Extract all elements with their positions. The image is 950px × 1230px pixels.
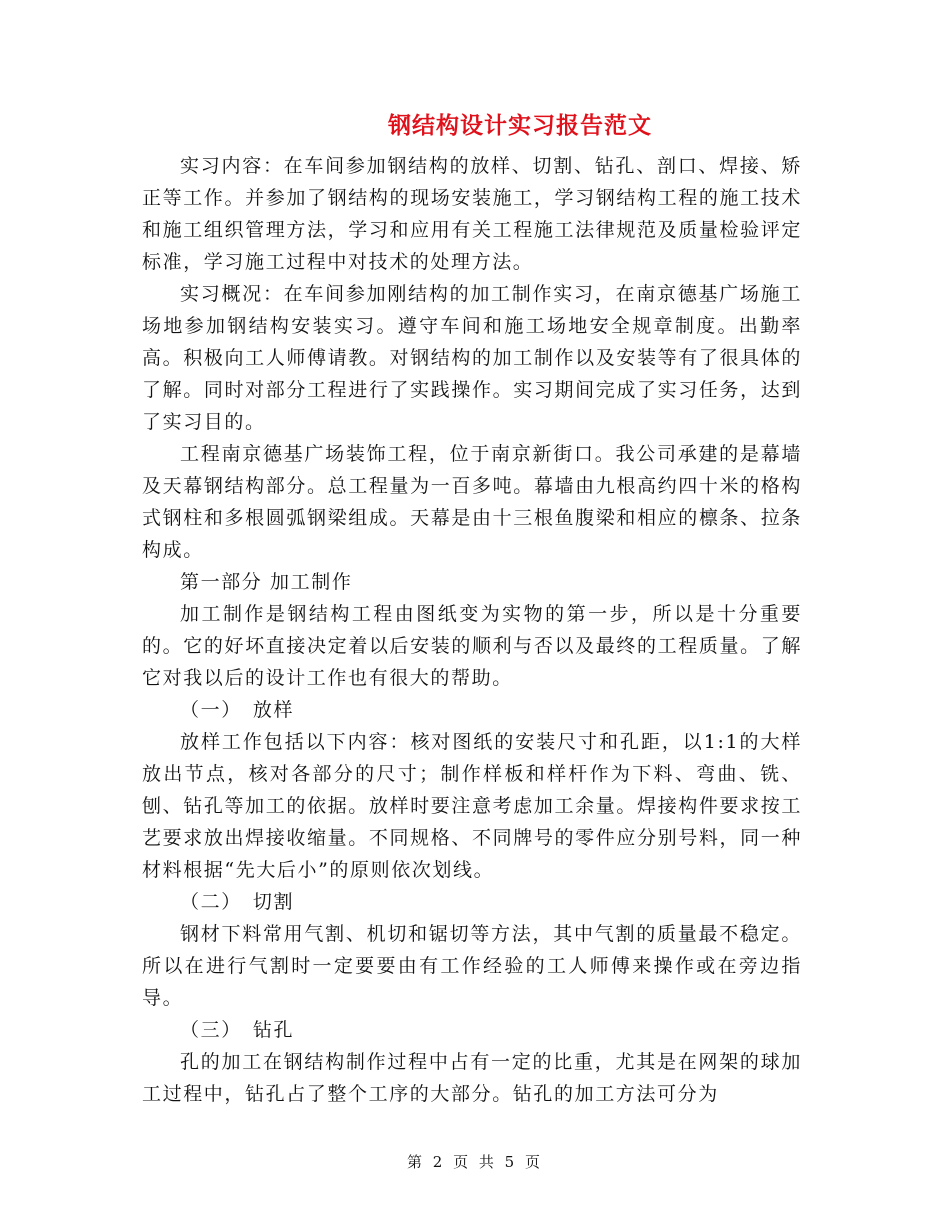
paragraph-project-description: 工程南京德基广场装饰工程，位于南京新街口。我公司承建的是幕墙及天幕钢结构部分。总工程量为一百多吨。幕墙由九根高约四十米的格构式钢柱和多根圆弧钢梁组成。天幕是由十三根鱼腹梁和相应的檩条、拉条构成。: [142, 443, 802, 561]
paragraph-lofting: 放样工作包括以下内容：核对图纸的安装尺寸和孔距，以1:1的大样放出节点，核对各部分的尺寸；制作样板和样杆作为下料、弯曲、铣、刨、钻孔等加工的依据。放样时要注意考虑加工余量。焊接构件要求按工艺要求放出焊接收缩量。不同规格、不同牌号的零件应分别号料，同一种材料根据“先大后小”的原则依次划线。: [142, 731, 802, 881]
section-heading-cutting: （二） 切割: [180, 891, 295, 913]
paragraph-internship-content: 实习内容：在车间参加钢结构的放样、切割、钻孔、剖口、焊接、矫正等工作。并参加了钢结构的现场安装施工，学习钢结构工程的施工技术和施工组织管理方法，学习和应用有关工程施工法律规范及质量检验评定标准，学习施工过程中对技术的处理方法。: [142, 155, 802, 273]
paragraph-internship-overview: 实习概况：在车间参加刚结构的加工制作实习，在南京德基广场施工场地参加钢结构安装实习。遵守车间和施工场地安全规章制度。出勤率高。积极向工人师傅请教。对钢结构的加工制作以及安装等有了很具体的了解。同时对部分工程进行了实践操作。实习期间完成了实习任务，达到了实习目的。: [142, 283, 802, 433]
paragraph-cutting: 钢材下料常用气割、机切和锯切等方法，其中气割的质量最不稳定。所以在进行气割时一定要要由有工作经验的工人师傅来操作或在旁边指导。: [142, 923, 802, 1009]
part-heading-fabrication: 第一部分 加工制作: [180, 571, 353, 593]
section-heading-drilling: （三） 钻孔: [180, 1019, 295, 1041]
document-body: [142, 104, 802, 1110]
document-title: 钢结构设计实习报告范文: [388, 112, 652, 139]
paragraph-drilling: 孔的加工在钢结构制作过程中占有一定的比重，尤其是在网架的球加工过程中，钻孔占了整个工序的大部分。钻孔的加工方法可分为: [142, 1051, 802, 1105]
paragraph-fabrication-intro: 加工制作是钢结构工程由图纸变为实物的第一步，所以是十分重要的。它的好坏直接决定着以后安装的顺利与否以及最终的工程质量。了解它对我以后的设计工作也有很大的帮助。: [142, 603, 802, 689]
section-heading-lofting: （一） 放样: [180, 699, 295, 721]
page-number-footer: 第 2 页 共 5 页: [407, 1153, 543, 1171]
